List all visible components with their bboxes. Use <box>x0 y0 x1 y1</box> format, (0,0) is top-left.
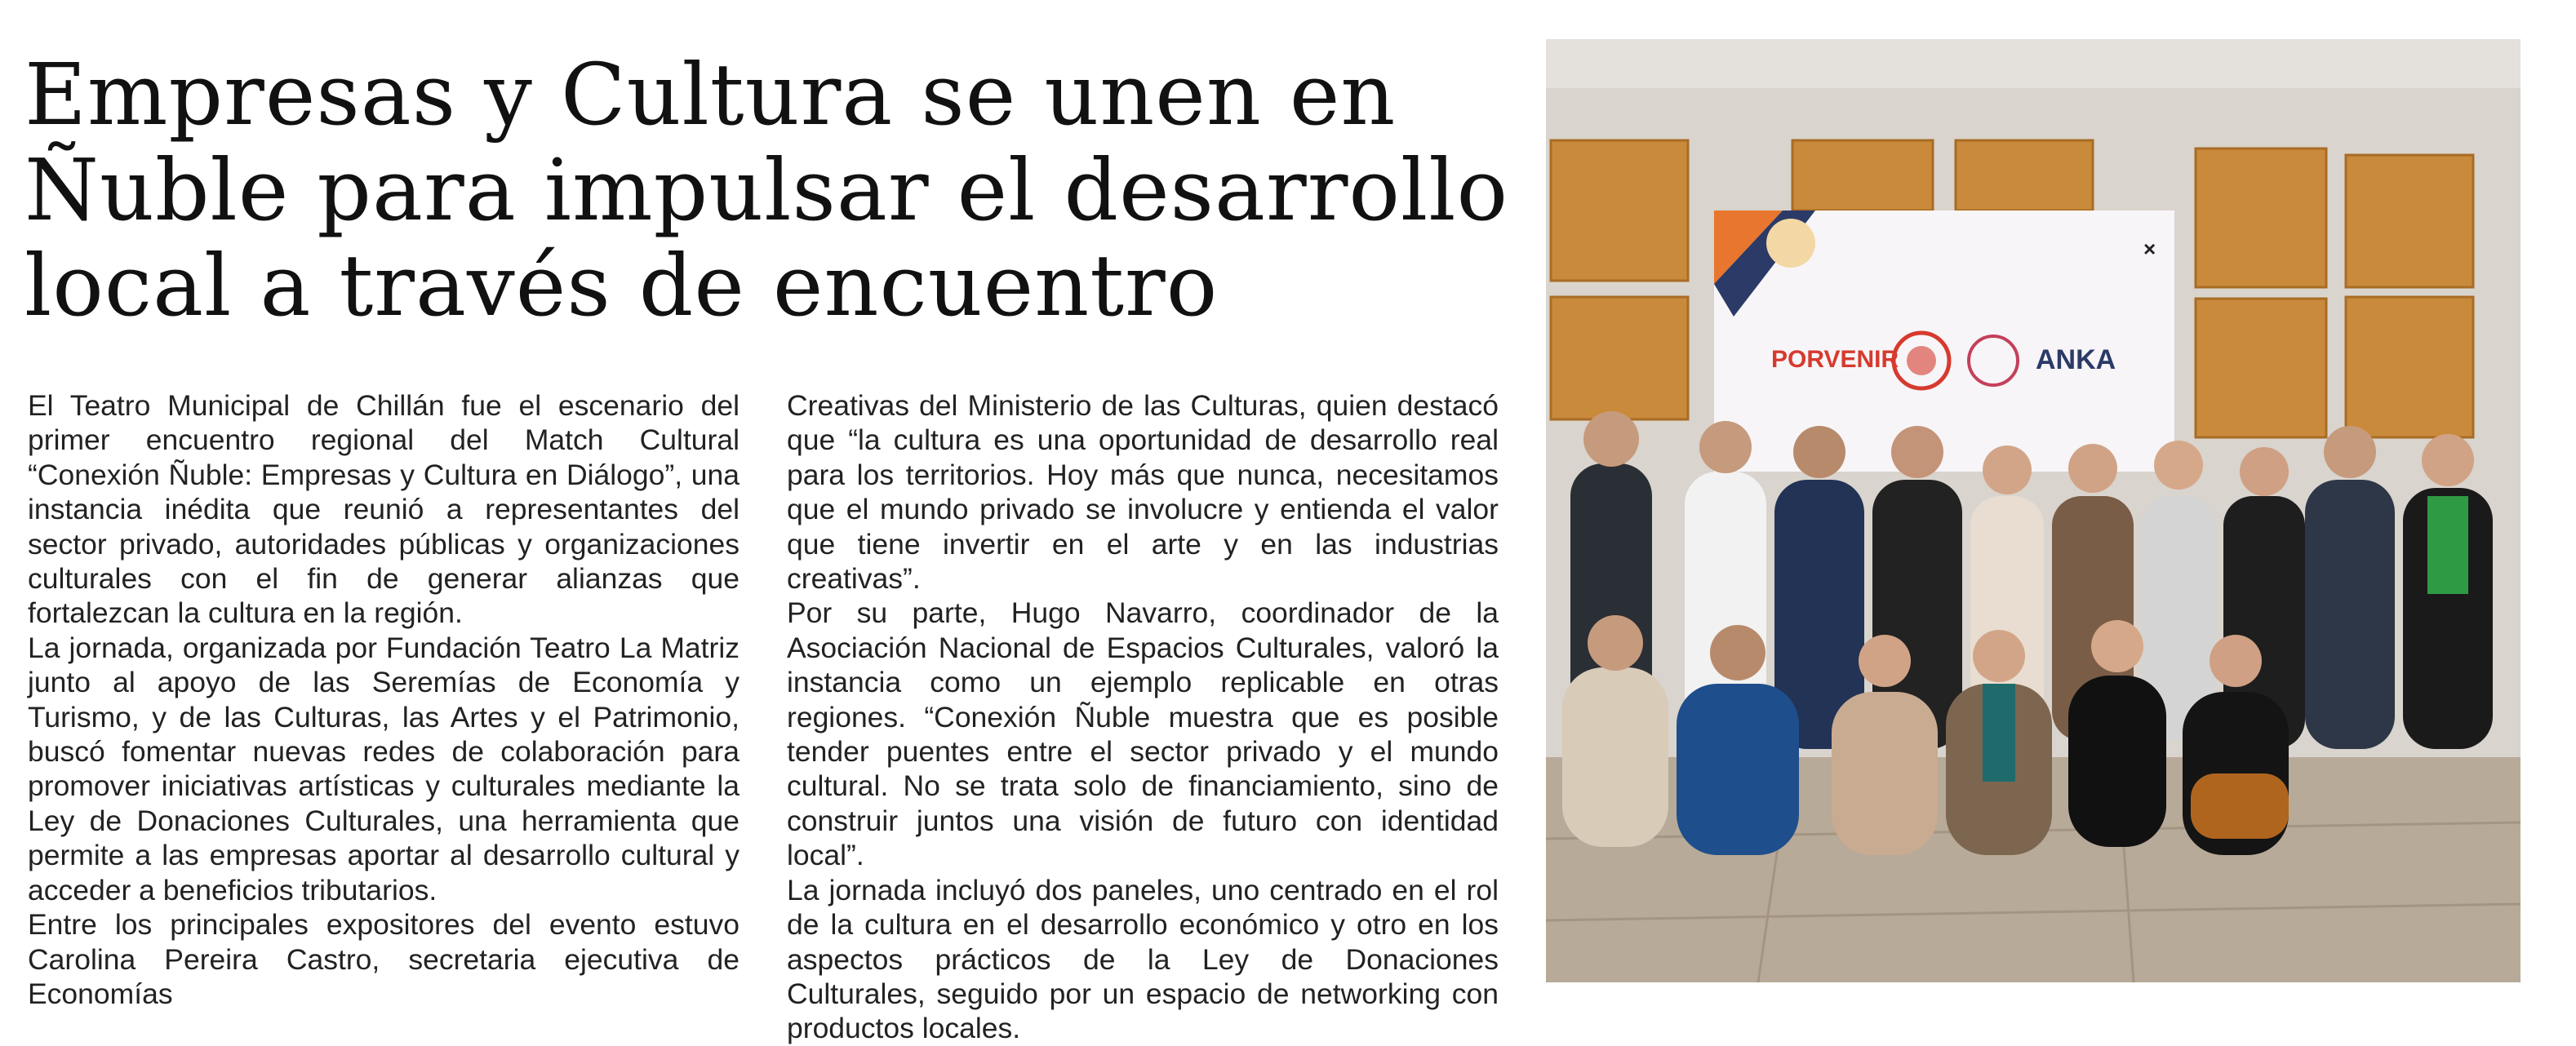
article-column-left <box>28 388 739 1011</box>
paragraph: Por su parte, Hugo Navarro, coordinador de la Asociación Nacional de Espacios Culturales, valoró la instancia como un ejemplo replicable en otras regiones. “Conexión Ñuble muestra que es posible tender puentes entre el sector privado y el mundo cultural. No se trata solo de financiamiento, sino de construir juntos una visión de futuro con identidad local”. <box>787 596 1499 872</box>
article-headline <box>24 45 1509 335</box>
headline-line-3: local a través de encuentro <box>24 236 1219 335</box>
paragraph: Creativas del Ministerio de las Culturas, quien destacó que “la cultura es una oportunidad de desarrollo real para los territorios. Hoy más que nunca, necesitamos que el mundo privado se involucre y entienda el valor que tiene invertir en el arte y en las industrias creativas”. <box>787 389 1499 596</box>
porvenir-logo: PORVENIR <box>1771 346 1899 373</box>
paragraph: La jornada, organizada por Fundación Teatro La Matriz junto al apoyo de las Seremías de Economía y Turismo, y de las Culturas, las Artes y el Patrimonio, buscó fomentar nuevas redes de colaboración para promover iniciativas artísticas y culturales mediante la Ley de Donaciones Culturales, una herramienta que permite a las empresas aportar al desarrollo cultural y acceder a beneficios tributarios. <box>28 631 739 906</box>
close-icon: × <box>2143 237 2156 261</box>
paragraph: Entre los principales expositores del evento estuvo Carolina Pereira Castro, secretaria ejecutiva de Economías <box>28 908 739 1010</box>
article-column-right <box>787 388 1499 1046</box>
headline-line-2: Ñuble para impulsar el desarrollo <box>24 140 1509 240</box>
headline-line-1: Empresas y Cultura se unen en <box>24 45 1397 144</box>
article-photo <box>1546 39 2520 982</box>
paragraph: La jornada incluyó dos paneles, uno centrado en el rol de la cultura en el desarrollo económico y otro en los aspectos prácticos de la Ley de Donaciones Culturales, seguido por un espacio de networking con productos locales. <box>787 873 1499 1045</box>
anka-logo: ANKA <box>2036 344 2116 375</box>
event-banner <box>1714 211 2174 472</box>
group-photo-illustration <box>1546 39 2520 982</box>
paragraph: El Teatro Municipal de Chillán fue el escenario del primer encuentro regional del Match Cultural “Conexión Ñuble: Empresas y Cultura en Diálogo”, una instancia inédita que reunió a representantes del sector privado, autoridades públicas y organizaciones culturales con el fin de generar alianzas que fortalezcan la cultura en la región. <box>28 389 739 630</box>
